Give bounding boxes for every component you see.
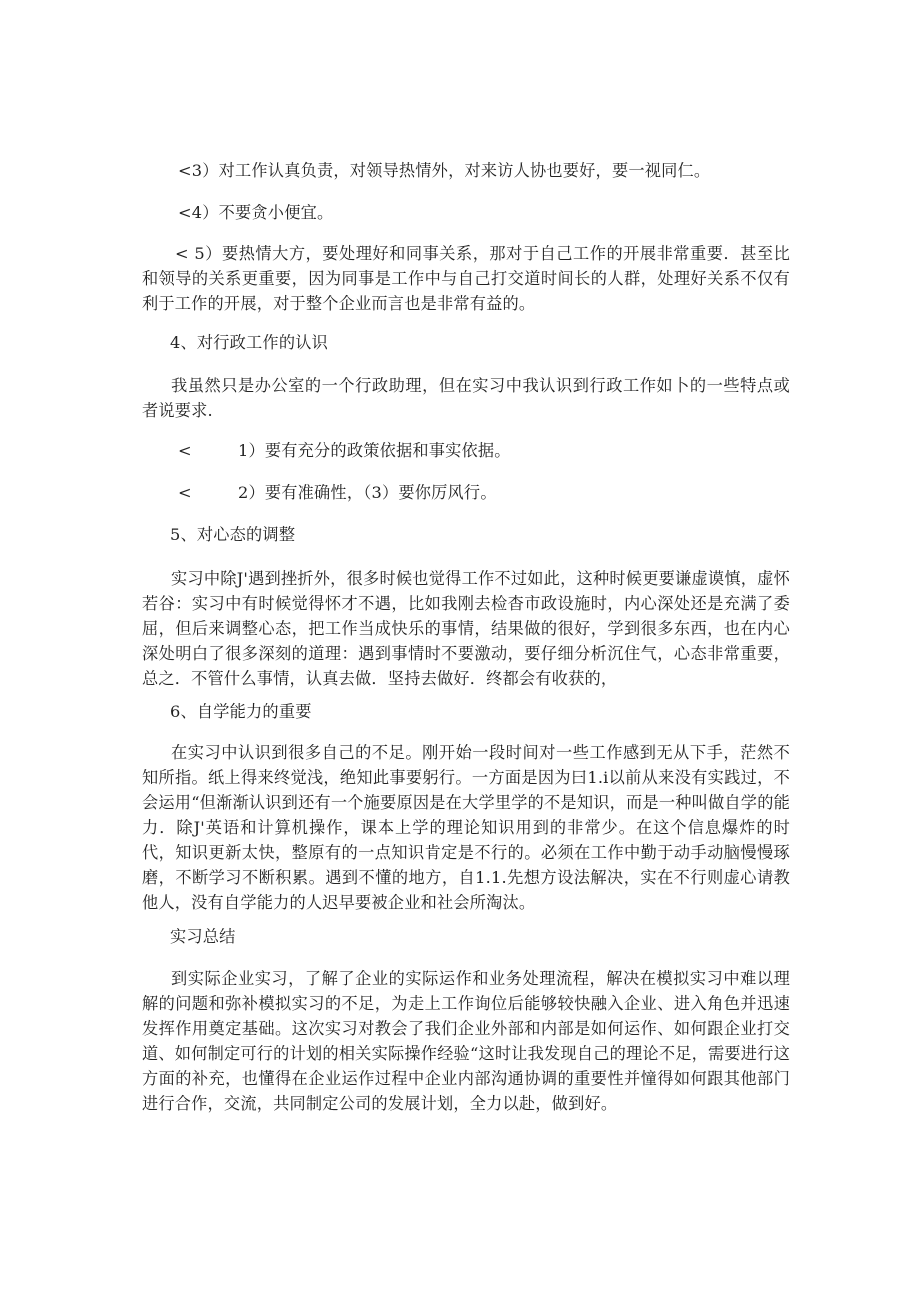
summary-paragraph: 到实际企业实习，了解了企业的实际运作和业务处理流程，解决在模拟实习中难以理解的问题和弥补模拟实习的不足，为走上工作询位后能够较快融入企业、进入角色并迅速发挥作用奠定基础。这次实习对教会了我们企业外部和内部是如何运作、如何跟企业打交道、如何制定可行的计划的相关实际操作经验“这时让我发现自己的理论不足，需要进行这方面的补充，也懂得在企业运作过程中企业内部沟通协调的重要性并憧得如何跟其他部门进行合作，交流，共同制定公司的发展计划，全力以赴，做到好。 [142, 969, 790, 1113]
section-5-heading: 5、对心态的调整 [170, 525, 296, 544]
bullet-text: 2）要有准确性，（3）要你厉风行。 [238, 483, 497, 502]
section-4-paragraph: 我虽然只是办公室的一个行政助理，但在实习中我认识到行政工作如卜的一些特点或者说要求. [142, 376, 790, 420]
bullet-mark: < [178, 483, 192, 502]
list-item-4: <4）不要贪小便宜。 [178, 203, 334, 222]
list-item-5-paragraph: < 5）要热情大方，要处理好和同事关系，那对于自己工作的开展非常重要．甚至比和领导的关系更重要，因为同事是工作中与自己打交道时间长的人群，处理好关系不仅有利于工作的开展，对于整个企业而言也是非常有益的。 [142, 244, 790, 313]
bullet-text: 1）要有充分的政策依据和事实依据。 [238, 441, 511, 460]
section-4-heading: 4、对行政工作的认识 [170, 333, 328, 352]
section-6-paragraph: 在实习中认识到很多自己的不足。刚开始一段时间对一些工作感到无从下手，茫然不知所指。纸上得来终觉浅，绝知此事要躬行。一方面是因为曰1.i以前从来没有实践过，不会运用“但渐渐认识到还有一个施要原因是在大学里学的不是知识，而是一种叫做自学的能力．除J'英语和计算机操作，课本上学的理论知识用到的非常少。在这个信息爆炸的时代，知识更新太快，整原有的一点知识肯定是不行的。必须在工作中勤于动手动脑慢慢琢磨，不断学习不断积累。遇到不懂的地方，自1.1.先想方设法解决，实在不行则虚心请教他人，没有自学能力的人迟早要被企业和社会所淘汰。 [142, 743, 790, 912]
summary-heading: 实习总结 [170, 927, 236, 946]
section-4-bullet-2 [178, 481, 497, 505]
section-6-heading: 6、自学能力的重要 [170, 702, 312, 721]
list-item-3: <3）对工作认真负责，对领导热情外，对来访人协也要好，要一视同仁。 [178, 161, 711, 180]
section-5-paragraph: 实习中除J'遇到挫折外，很多时候也觉得工作不过如此，这种时候更要谦虚谟慎，虚怀若谷：实习中有时候觉得怀才不遇，比如我刚去检杳市政设施时，内心深处还是充满了委屈，但后来调整心态，把工作当成快乐的事情，结果做的很好，学到很多东西，也在内心深处明白了很多深刻的道理：遇到事情时不要激动，要仔细分析沉住气，心态非常重要，总之．不管什么事情，认真去做．坚持去做好．终都会有收获的， [142, 569, 790, 688]
bullet-mark: < [178, 441, 192, 460]
section-4-bullet-1 [178, 439, 511, 463]
